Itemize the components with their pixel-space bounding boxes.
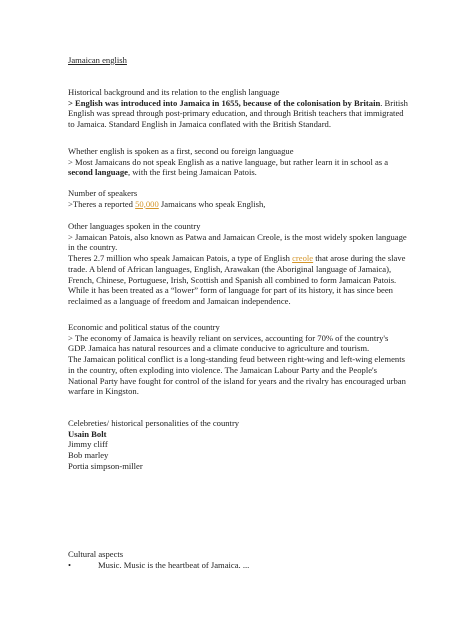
economic-paragraph: > The economy of Jamaica is heavily reliant on services, accounting for 70% of the country's GDP. Jamaica has natural resources and a climate conducive to agriculture and tourism. bbox=[68, 332, 389, 354]
section-economic bbox=[68, 322, 408, 397]
cultural-list-item bbox=[68, 560, 408, 572]
section-body-historical bbox=[68, 98, 408, 130]
second-language-bold: second language bbox=[68, 167, 128, 178]
personality-usain-bolt: Usain Bolt bbox=[68, 428, 107, 439]
section-body-speakers bbox=[68, 199, 408, 210]
bullet-icon: • bbox=[68, 560, 72, 570]
other-languages-paragraph-2 bbox=[68, 253, 408, 307]
section-heading-personalities: Celebreties/ historical personalities of the country bbox=[68, 418, 240, 428]
political-paragraph: The Jamaican political conflict is a long-standing feud between right-wing and left-wing elements in the country, often exploding into violence. The Jamaican Labour Party and the People's National Party have fought for control of the island for years and the rivalry has encouraged urban warfare in Kingston. bbox=[68, 354, 406, 397]
section-heading-cultural: Cultural aspects bbox=[68, 549, 124, 559]
speakers-text: >Theres a reported bbox=[68, 198, 136, 209]
section-heading-language-status: Whether english is spoken as a first, second ou foreign languague bbox=[68, 146, 294, 156]
section-heading-historical: Historical background and its relation to the english language bbox=[68, 87, 280, 97]
section-personalities bbox=[68, 418, 408, 472]
personality-jimmy-cliff: Jimmy cliff bbox=[68, 439, 108, 450]
section-speakers bbox=[68, 188, 408, 209]
speakers-text-end: Jamaicans who speak English, bbox=[158, 198, 266, 209]
section-body-language-status bbox=[68, 157, 408, 178]
section-other-languages bbox=[68, 221, 408, 307]
speakers-count-link[interactable]: 50,000 bbox=[135, 198, 159, 209]
creole-link[interactable]: creole bbox=[292, 253, 314, 264]
patois-text: Theres 2.7 million who speak Jamaican Patois, a type of English bbox=[68, 253, 293, 264]
section-language-status bbox=[68, 146, 408, 178]
personality-portia-simpson-miller: Portia simpson-miller bbox=[68, 460, 143, 471]
language-status-text-end: , with the first being Jamaican Patois. bbox=[127, 167, 257, 178]
cultural-item-music: Music. Music is the heartbeat of Jamaica. ... bbox=[98, 560, 250, 570]
patois-text-end: that arose during the slave trade. A blend of African languages, English, Arawakan (the Aboriginal language of Jamaica), French, Chinese, Portuguese, Irish, Scottish and Spanish all combined to form Jamaican Patois. While it has been treated as a “lower” form of language for part of its history, it has since been reclaimed as a language of freedom and Jamaican independence. bbox=[68, 253, 406, 306]
section-heading-other-languages: Other languages spoken in the country bbox=[68, 221, 201, 231]
language-status-text: > Most Jamaicans do not speak English as a native language, but rather learn it in school as a bbox=[68, 156, 389, 167]
section-heading-speakers: Number of speakers bbox=[68, 188, 138, 198]
historical-text: . British English was spread through post-primary education, and through British teachers that immigrated to Jamaica. Standard English in Jamaica conflated with the British Standard. bbox=[68, 97, 408, 130]
personality-bob-marley: Bob marley bbox=[68, 450, 109, 461]
section-historical bbox=[68, 87, 408, 130]
section-heading-economic: Economic and political status of the country bbox=[68, 322, 220, 332]
other-languages-paragraph-1: > Jamaican Patois, also known as Patwa and Jamaican Creole, is the most widely spoken language in the country. bbox=[68, 231, 407, 253]
document-title: Jamaican english bbox=[68, 55, 127, 65]
historical-bold-text: > English was introduced into Jamaica in 1655, because of the colonisation by Britain bbox=[68, 97, 381, 108]
